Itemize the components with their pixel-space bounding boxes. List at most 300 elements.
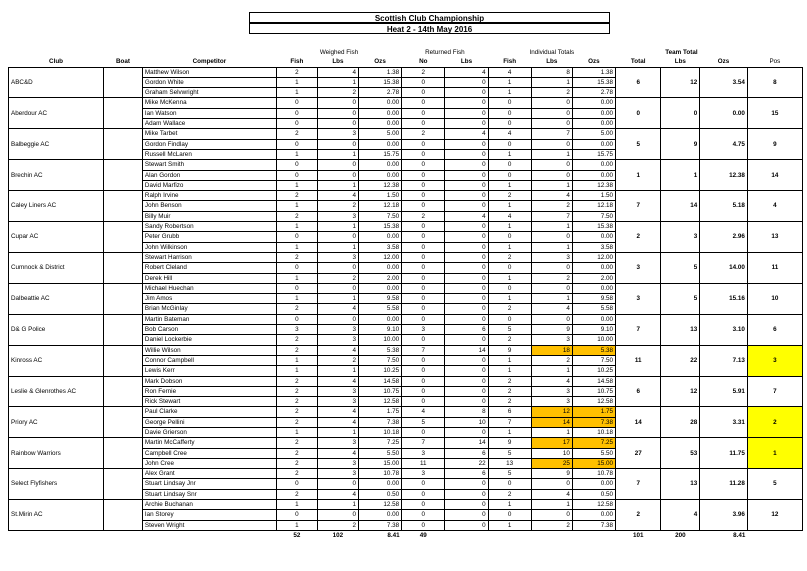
competitor-name: Matthew Wilson (142, 67, 276, 77)
returned-lbs: 6 (445, 325, 488, 335)
group-weighed: Weighed Fish (319, 49, 359, 56)
weighed-lbs: 0 (317, 283, 358, 293)
returned-no: 3 (402, 325, 445, 335)
table-row (9, 314, 803, 324)
weighed-ozs: 10.00 (358, 335, 401, 345)
weighed-fish: 2 (276, 252, 317, 262)
individual-ozs: 0.00 (572, 479, 615, 489)
individual-ozs: 12.58 (572, 500, 615, 510)
weighed-lbs: 3 (317, 386, 358, 396)
team-position: 2 (747, 407, 802, 438)
weighed-ozs: 12.58 (358, 397, 401, 407)
individual-fish: 0 (488, 314, 531, 324)
table-row (9, 376, 803, 386)
individual-lbs: 0 (531, 263, 572, 273)
boat-cell (104, 283, 143, 314)
weighed-lbs: 0 (317, 139, 358, 149)
table-row (9, 191, 803, 201)
weighed-ozs: 0.00 (358, 170, 401, 180)
returned-no: 0 (402, 273, 445, 283)
club-name: Leslie & Glenrothes AC (9, 376, 104, 407)
weighed-lbs: 3 (317, 325, 358, 335)
individual-fish: 2 (488, 397, 531, 407)
weighed-lbs: 0 (317, 119, 358, 129)
individual-ozs: 5.00 (572, 129, 615, 139)
weighed-lbs: 4 (317, 489, 358, 499)
weighed-lbs: 4 (317, 304, 358, 314)
competitor-name: Brian McGinlay (142, 304, 276, 314)
individual-lbs: 0 (531, 108, 572, 118)
returned-lbs: 0 (445, 160, 488, 170)
returned-no: 0 (402, 242, 445, 252)
individual-fish: 2 (488, 489, 531, 499)
returned-no: 0 (402, 386, 445, 396)
returned-lbs: 6 (445, 448, 488, 458)
returned-no: 0 (402, 139, 445, 149)
competitor-name: Daniel Lockerbie (142, 335, 276, 345)
weighed-ozs: 10.75 (358, 386, 401, 396)
individual-fish: 4 (488, 67, 531, 77)
weighed-fish: 0 (276, 314, 317, 324)
competitor-name: Stuart Lindsay Jnr (142, 479, 276, 489)
individual-lbs: 17 (531, 438, 572, 448)
team-total-ozs: 3.31 (700, 407, 748, 438)
individual-ozs: 10.25 (572, 366, 615, 376)
weighed-fish: 0 (276, 139, 317, 149)
col-ind-ozs: Ozs (588, 58, 600, 66)
competitor-name: Stuart Lindsay Snr (142, 489, 276, 499)
individual-fish: 4 (488, 129, 531, 139)
club-name: St.Mirin AC (9, 500, 104, 531)
returned-no: 0 (402, 108, 445, 118)
competitor-name: Graham Selvwright (142, 88, 276, 98)
team-total-fish: 3 (616, 283, 661, 314)
weighed-fish: 0 (276, 283, 317, 293)
returned-no: 0 (402, 77, 445, 87)
individual-lbs: 14 (531, 417, 572, 427)
individual-ozs: 5.58 (572, 304, 615, 314)
weighed-lbs: 1 (317, 180, 358, 190)
weighed-fish: 3 (276, 325, 317, 335)
competitor-name: Robert Cleland (142, 263, 276, 273)
individual-ozs: 0.00 (572, 283, 615, 293)
weighed-lbs: 0 (317, 160, 358, 170)
individual-ozs: 0.50 (572, 489, 615, 499)
group-team: Team Total (665, 49, 698, 56)
competitor-name: Bob Carson (142, 325, 276, 335)
weighed-lbs: 1 (317, 366, 358, 376)
individual-fish: 1 (488, 520, 531, 530)
competitor-name: Ralph Irvine (142, 191, 276, 201)
individual-ozs: 14.58 (572, 376, 615, 386)
individual-ozs: 0.00 (572, 263, 615, 273)
weighed-ozs: 15.00 (358, 458, 401, 468)
team-total-lbs: 5 (661, 252, 700, 283)
weighed-fish: 0 (276, 119, 317, 129)
weighed-fish: 1 (276, 88, 317, 98)
returned-no: 7 (402, 438, 445, 448)
weighed-lbs: 4 (317, 67, 358, 77)
returned-no: 0 (402, 222, 445, 232)
individual-ozs: 15.75 (572, 149, 615, 159)
returned-no: 0 (402, 366, 445, 376)
weighed-fish: 1 (276, 366, 317, 376)
individual-lbs: 1 (531, 77, 572, 87)
weighed-lbs: 2 (317, 88, 358, 98)
club-name: Balbeggie AC (9, 129, 104, 160)
weighed-lbs: 2 (317, 520, 358, 530)
weighed-fish: 2 (276, 407, 317, 417)
boat-cell (104, 129, 143, 160)
individual-lbs: 8 (531, 67, 572, 77)
returned-no: 0 (402, 149, 445, 159)
individual-fish: 1 (488, 77, 531, 87)
boat-cell (104, 500, 143, 531)
returned-lbs: 8 (445, 407, 488, 417)
team-total-fish: 6 (616, 67, 661, 98)
weighed-fish: 2 (276, 489, 317, 499)
individual-ozs: 10.78 (572, 469, 615, 479)
team-total-ozs: 0.00 (700, 98, 748, 129)
returned-no: 4 (402, 407, 445, 417)
individual-lbs: 18 (531, 345, 572, 355)
individual-fish: 2 (488, 252, 531, 262)
team-total-fish: 6 (616, 376, 661, 407)
returned-lbs: 6 (445, 469, 488, 479)
weighed-fish: 1 (276, 77, 317, 87)
individual-ozs: 0.00 (572, 160, 615, 170)
team-total-ozs: 14.00 (700, 252, 748, 283)
individual-lbs: 0 (531, 160, 572, 170)
boat-cell (104, 191, 143, 222)
weighed-ozs: 0.00 (358, 108, 401, 118)
boat-cell (104, 252, 143, 283)
weighed-fish: 0 (276, 108, 317, 118)
individual-fish: 5 (488, 325, 531, 335)
individual-fish: 2 (488, 386, 531, 396)
returned-no: 0 (402, 314, 445, 324)
individual-fish: 0 (488, 510, 531, 520)
team-total-fish: 2 (616, 500, 661, 531)
boat-cell (104, 376, 143, 407)
competitor-name: Connor Campbell (142, 355, 276, 365)
sheet-subtitle: Heat 2 - 14th May 2016 (249, 23, 610, 34)
individual-fish: 1 (488, 366, 531, 376)
weighed-lbs: 3 (317, 211, 358, 221)
weighed-ozs: 12.00 (358, 252, 401, 262)
group-returned: Returned Fish (425, 49, 465, 56)
individual-fish: 1 (488, 355, 531, 365)
col-club: Club (49, 58, 64, 66)
club-name: Rainbow Warriors (9, 438, 104, 469)
individual-fish: 1 (488, 180, 531, 190)
individual-fish: 5 (488, 469, 531, 479)
weighed-fish: 0 (276, 479, 317, 489)
weighed-ozs: 12.58 (358, 500, 401, 510)
competitor-name: Rick Stewart (142, 397, 276, 407)
returned-lbs: 0 (445, 77, 488, 87)
returned-no: 0 (402, 427, 445, 437)
returned-no: 5 (402, 417, 445, 427)
individual-ozs: 7.38 (572, 520, 615, 530)
returned-lbs: 0 (445, 397, 488, 407)
team-total-fish: 1 (616, 160, 661, 191)
competitor-name: Billy Muir (142, 211, 276, 221)
returned-lbs: 4 (445, 129, 488, 139)
table-row (9, 98, 803, 108)
team-total-lbs: 12 (661, 67, 700, 98)
team-total-ozs: 3.96 (700, 500, 748, 531)
col-total: Total (630, 58, 646, 66)
weighed-ozs: 7.38 (358, 520, 401, 530)
boat-cell (104, 67, 143, 98)
individual-lbs: 3 (531, 397, 572, 407)
weighed-fish: 0 (276, 510, 317, 520)
weighed-fish: 2 (276, 417, 317, 427)
competitor-name: Martin Bateman (142, 314, 276, 324)
returned-lbs: 0 (445, 108, 488, 118)
weighed-fish: 2 (276, 304, 317, 314)
returned-lbs: 0 (445, 489, 488, 499)
weighed-ozs: 12.38 (358, 180, 401, 190)
club-name: Priory AC (9, 407, 104, 438)
team-position: 14 (747, 160, 802, 191)
team-total-fish: 2 (616, 222, 661, 253)
returned-lbs: 0 (445, 355, 488, 365)
individual-lbs: 0 (531, 139, 572, 149)
individual-ozs: 0.00 (572, 108, 615, 118)
individual-fish: 1 (488, 500, 531, 510)
returned-lbs: 0 (445, 304, 488, 314)
individual-ozs: 12.00 (572, 252, 615, 262)
team-position: 10 (747, 283, 802, 314)
weighed-ozs: 2.00 (358, 273, 401, 283)
group-header-row (9, 48, 803, 57)
weighed-ozs: 0.00 (358, 314, 401, 324)
individual-ozs: 3.58 (572, 242, 615, 252)
individual-ozs: 10.18 (572, 427, 615, 437)
weighed-lbs: 3 (317, 129, 358, 139)
weighed-lbs: 0 (317, 263, 358, 273)
team-position: 5 (747, 469, 802, 500)
weighed-fish: 1 (276, 355, 317, 365)
weighed-fish: 0 (276, 160, 317, 170)
individual-lbs: 0 (531, 314, 572, 324)
returned-no: 0 (402, 88, 445, 98)
footer-ozs: 8.41 (387, 532, 400, 540)
returned-no: 0 (402, 510, 445, 520)
returned-lbs: 0 (445, 263, 488, 273)
weighed-fish: 2 (276, 191, 317, 201)
weighed-lbs: 1 (317, 149, 358, 159)
weighed-fish: 1 (276, 427, 317, 437)
competitor-name: John Benson (142, 201, 276, 211)
team-position: 4 (747, 191, 802, 222)
competitor-name: Alan Gordon (142, 170, 276, 180)
returned-lbs: 0 (445, 335, 488, 345)
weighed-fish: 1 (276, 294, 317, 304)
competitor-name: John Wilkinson (142, 242, 276, 252)
col-team-ozs: Ozs (717, 58, 730, 66)
individual-ozs: 5.38 (572, 345, 615, 355)
boat-cell (104, 314, 143, 345)
team-total-lbs: 14 (661, 191, 700, 222)
returned-no: 0 (402, 355, 445, 365)
individual-lbs: 7 (531, 129, 572, 139)
weighed-ozs: 0.00 (358, 98, 401, 108)
returned-no: 0 (402, 500, 445, 510)
club-name: Cupar AC (9, 222, 104, 253)
club-name: Select Flyfishers (9, 469, 104, 500)
returned-no: 2 (402, 129, 445, 139)
returned-no: 0 (402, 180, 445, 190)
returned-lbs: 0 (445, 170, 488, 180)
returned-no: 3 (402, 469, 445, 479)
competitor-name: Derek Hill (142, 273, 276, 283)
returned-lbs: 0 (445, 201, 488, 211)
weighed-ozs: 3.58 (358, 242, 401, 252)
team-total-ozs: 2.96 (700, 222, 748, 253)
club-name: Brechin AC (9, 160, 104, 191)
weighed-ozs: 7.50 (358, 355, 401, 365)
team-total-fish: 7 (616, 469, 661, 500)
team-total-ozs: 5.91 (700, 376, 748, 407)
competitor-name: Gordon Findlay (142, 139, 276, 149)
weighed-fish: 2 (276, 469, 317, 479)
team-total-lbs: 3 (661, 222, 700, 253)
returned-no: 0 (402, 283, 445, 293)
individual-lbs: 9 (531, 469, 572, 479)
weighed-lbs: 2 (317, 201, 358, 211)
competitor-name: Sandy Robertson (142, 222, 276, 232)
weighed-lbs: 1 (317, 500, 358, 510)
individual-ozs: 7.25 (572, 438, 615, 448)
returned-lbs: 0 (445, 242, 488, 252)
individual-ozs: 5.50 (572, 448, 615, 458)
weighed-lbs: 3 (317, 252, 358, 262)
weighed-lbs: 4 (317, 448, 358, 458)
table-row (9, 160, 803, 170)
competitor-name: Alex Grant (142, 469, 276, 479)
weighed-fish: 2 (276, 458, 317, 468)
individual-ozs: 1.75 (572, 407, 615, 417)
boat-cell (104, 222, 143, 253)
individual-lbs: 7 (531, 211, 572, 221)
team-total-lbs: 13 (661, 314, 700, 345)
weighed-lbs: 1 (317, 242, 358, 252)
team-position: 7 (747, 376, 802, 407)
col-ind-fish: Fish (503, 58, 517, 66)
individual-lbs: 3 (531, 335, 572, 345)
boat-cell (104, 98, 143, 129)
individual-lbs: 2 (531, 273, 572, 283)
weighed-fish: 2 (276, 386, 317, 396)
returned-no: 0 (402, 170, 445, 180)
club-name: D& G Police (9, 314, 104, 345)
team-total-ozs: 11.28 (700, 469, 748, 500)
table-row (9, 438, 803, 448)
weighed-lbs: 1 (317, 294, 358, 304)
individual-fish: 0 (488, 119, 531, 129)
weighed-lbs: 0 (317, 98, 358, 108)
team-position: 8 (747, 67, 802, 98)
team-total-lbs: 4 (661, 500, 700, 531)
returned-no: 0 (402, 397, 445, 407)
returned-no: 0 (402, 489, 445, 499)
individual-ozs: 2.78 (572, 88, 615, 98)
table-row (9, 407, 803, 417)
weighed-lbs: 4 (317, 376, 358, 386)
weighed-ozs: 0.50 (358, 489, 401, 499)
individual-lbs: 4 (531, 489, 572, 499)
individual-fish: 4 (488, 211, 531, 221)
column-header-row (9, 57, 803, 67)
returned-no: 0 (402, 263, 445, 273)
weighed-fish: 1 (276, 149, 317, 159)
individual-ozs: 1.50 (572, 191, 615, 201)
individual-ozs: 2.00 (572, 273, 615, 283)
table-row (9, 500, 803, 510)
individual-ozs: 0.00 (572, 139, 615, 149)
individual-lbs: 4 (531, 191, 572, 201)
individual-fish: 2 (488, 304, 531, 314)
returned-lbs: 0 (445, 283, 488, 293)
weighed-ozs: 0.00 (358, 139, 401, 149)
individual-fish: 0 (488, 283, 531, 293)
returned-lbs: 0 (445, 273, 488, 283)
returned-lbs: 0 (445, 119, 488, 129)
weighed-fish: 1 (276, 520, 317, 530)
weighed-lbs: 3 (317, 335, 358, 345)
weighed-lbs: 1 (317, 222, 358, 232)
team-total-ozs: 3.54 (700, 67, 748, 98)
returned-lbs: 0 (445, 232, 488, 242)
competitor-name: Paul Clarke (142, 407, 276, 417)
boat-cell (104, 345, 143, 376)
individual-lbs: 1 (531, 222, 572, 232)
competitor-name: Campbell Cree (142, 448, 276, 458)
weighed-ozs: 12.18 (358, 201, 401, 211)
individual-ozs: 0.00 (572, 510, 615, 520)
individual-ozs: 15.38 (572, 222, 615, 232)
individual-fish: 1 (488, 222, 531, 232)
weighed-ozs: 5.58 (358, 304, 401, 314)
individual-ozs: 15.38 (572, 77, 615, 87)
competitor-name: Lewis Kerr (142, 366, 276, 376)
individual-fish: 0 (488, 160, 531, 170)
weighed-ozs: 9.10 (358, 325, 401, 335)
weighed-ozs: 5.38 (358, 345, 401, 355)
returned-lbs: 0 (445, 88, 488, 98)
individual-fish: 9 (488, 438, 531, 448)
table-row (9, 222, 803, 232)
col-pos: Pos (769, 58, 781, 66)
weighed-lbs: 3 (317, 469, 358, 479)
returned-lbs: 0 (445, 180, 488, 190)
weighed-ozs: 15.75 (358, 149, 401, 159)
returned-lbs: 0 (445, 500, 488, 510)
returned-lbs: 0 (445, 191, 488, 201)
competitor-name: David Marfizo (142, 180, 276, 190)
weighed-ozs: 5.00 (358, 129, 401, 139)
team-total-fish: 7 (616, 191, 661, 222)
individual-lbs: 3 (531, 386, 572, 396)
team-total-lbs: 53 (661, 438, 700, 469)
weighed-ozs: 0.00 (358, 232, 401, 242)
weighed-fish: 2 (276, 345, 317, 355)
returned-no: 0 (402, 119, 445, 129)
individual-lbs: 2 (531, 201, 572, 211)
